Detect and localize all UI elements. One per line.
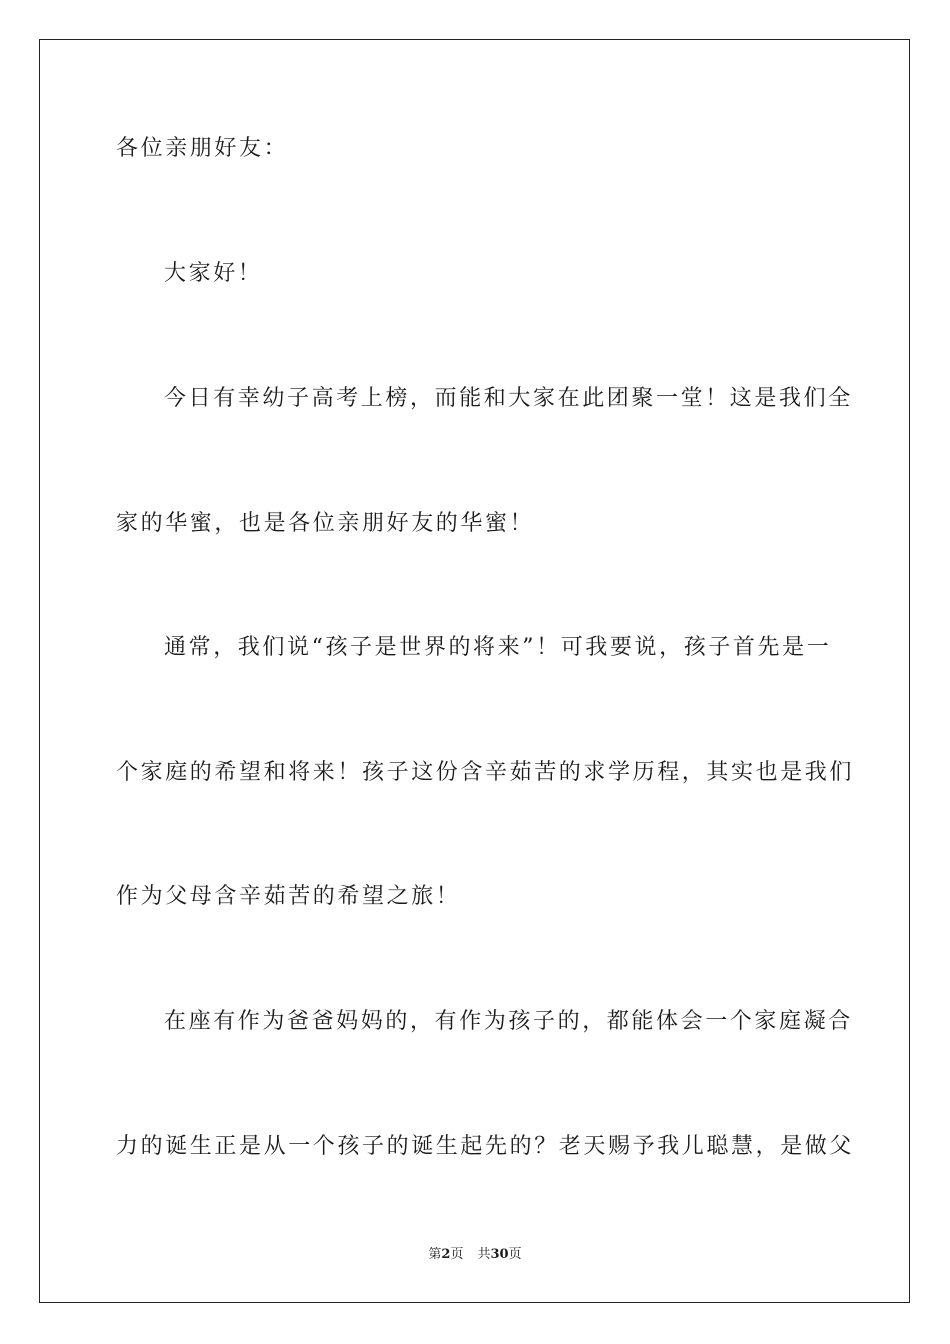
total-prefix: 共: [477, 1247, 491, 1262]
paragraph-2-line-1: 通常，我们说“孩子是世界的将来”！可我要说，孩子首先是一: [164, 635, 832, 660]
page-prefix: 第: [428, 1247, 442, 1262]
total-suffix: 页: [508, 1247, 522, 1262]
page-footer: [0, 1246, 950, 1264]
paragraph-1-line-1: 今日有幸幼子高考上榜，而能和大家在此团聚一堂！这是我们全: [164, 386, 853, 411]
paragraph-2-line-2: 个家庭的希望和将来！孩子这份含辛茹苦的求学历程，其实也是我们: [116, 760, 855, 785]
salutation: 各位亲朋好友：: [116, 136, 289, 161]
total-pages: 30: [490, 1247, 509, 1262]
page-number: 2: [441, 1247, 451, 1262]
greeting: 大家好！: [164, 261, 263, 286]
paragraph-2-line-3: 作为父母含辛茹苦的希望之旅！: [116, 884, 461, 909]
page-border: [39, 39, 910, 1303]
paragraph-1-line-2: 家的华蜜，也是各位亲朋好友的华蜜！: [116, 511, 535, 536]
paragraph-3-line-2: 力的诞生正是从一个孩子的诞生起先的？老天赐予我儿聪慧，是做父: [116, 1134, 855, 1159]
page-suffix: 页: [450, 1247, 464, 1262]
paragraph-3-line-1: 在座有作为爸爸妈妈的，有作为孩子的，都能体会一个家庭凝合: [164, 1009, 853, 1034]
